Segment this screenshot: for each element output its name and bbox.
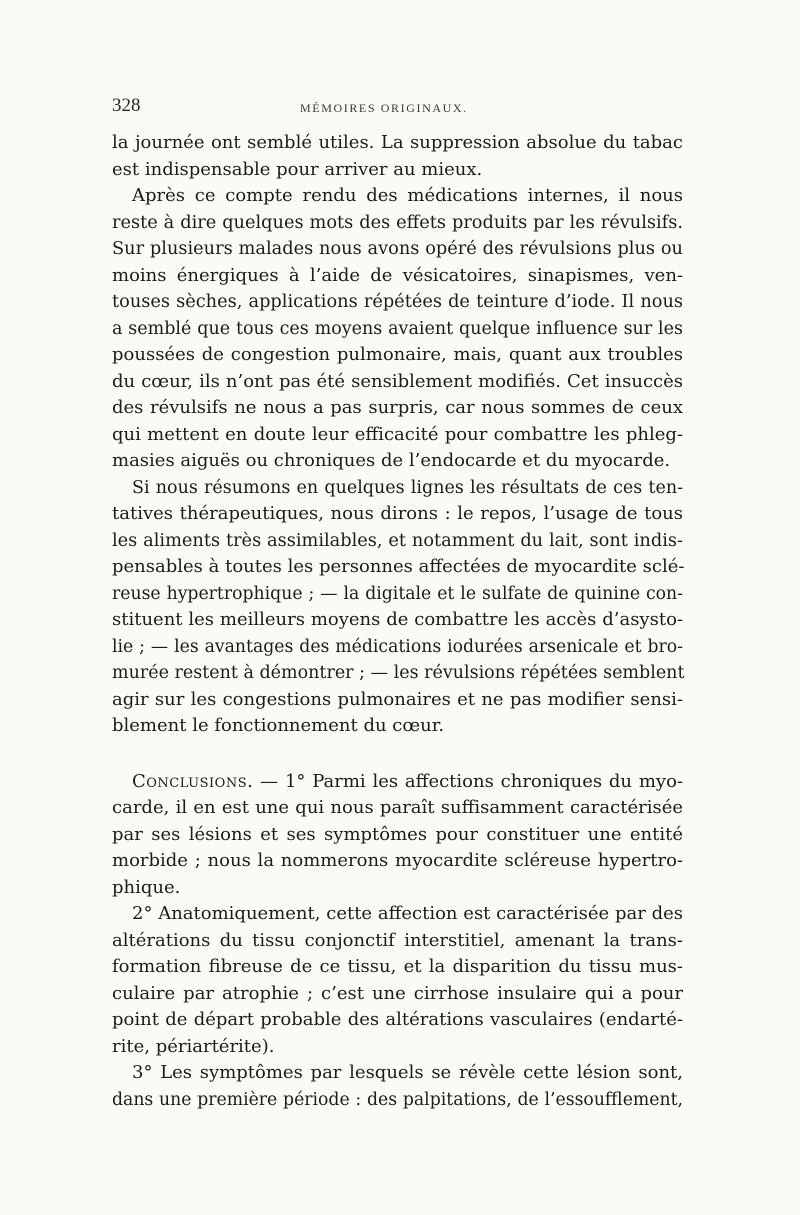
text-line: par ses lésions et ses symptômes pour constituer une entité	[112, 823, 683, 845]
section-spacer	[112, 740, 683, 769]
text-line: murée restent à démontrer ; — les révulsions répétées semblent	[112, 663, 685, 683]
text-line: a semblé que tous ces moyens avaient quelque influence sur les	[112, 318, 683, 339]
text-line: moins énergiques à l’aide de vésicatoires, sinapismes, ven-	[112, 264, 683, 286]
text-line: Sur plusieurs malades nous avons opéré des révulsions plus ou	[112, 239, 683, 259]
text-line: Si nous résumons en quelques lignes les résultats de ces ten-	[132, 477, 683, 498]
text-line: altérations du tissu conjonctif interstitiel, amenant la trans-	[112, 929, 683, 951]
paragraph	[112, 1060, 683, 1113]
text-line: stituent les meilleurs moyens de combattre les accès d’asysto-	[112, 609, 683, 630]
conclusions-paragraph	[112, 769, 683, 902]
paragraph	[112, 475, 683, 740]
text-line: carde, il en est une qui nous paraît suffisamment caractérisée	[112, 797, 683, 818]
text-line: pensables à toutes les personnes affectées de myocardite sclé-	[112, 556, 685, 577]
text-line: reste à dire quelques mots des effets produits par les révulsifs.	[112, 212, 683, 233]
text-line: est indispensable pour arriver au mieux.	[112, 158, 483, 180]
body-text	[112, 130, 683, 1113]
text-line: dans une première période : des palpitations, de l’essoufflement,	[112, 1089, 683, 1110]
text-line: des révulsifs ne nous a pas surpris, car nous sommes de ceux	[112, 397, 683, 418]
text-line: reuse hypertrophique ; — la digitale et le sulfate de quinine con-	[112, 583, 683, 604]
text-line: morbide ; nous la nommerons myocardite scléreuse hypertro-	[112, 850, 683, 871]
text-line: formation fibreuse de ce tissu, et la disparition du tissu mus-	[112, 956, 683, 977]
text-line: agir sur les congestions pulmonaires et ne pas modifier sensi-	[112, 688, 683, 710]
text-line: 2° Anatomiquement, cette affection est caractérisée par des	[132, 903, 683, 924]
text-line: masies aiguës ou chroniques de l’endocarde et du myocarde.	[112, 450, 671, 471]
paragraph	[112, 183, 683, 475]
paragraph	[112, 130, 683, 183]
paragraph	[112, 901, 683, 1060]
text-line: phique.	[112, 876, 181, 898]
text-line: qui mettent en doute leur efficacité pour combattre les phleg-	[112, 423, 683, 445]
running-title: MÉMOIRES ORIGINAUX.	[300, 101, 468, 115]
text-line: la journée ont semblé utiles. La suppression absolue du tabac	[112, 132, 683, 153]
text-line: rite, périartérite).	[112, 1035, 275, 1057]
text-line: touses sèches, applications répétées de teinture d’iode. Il nous	[112, 292, 683, 312]
text-line: point de départ probable des altérations vasculaires (endarté-	[112, 1009, 683, 1030]
section-heading: Conclusions.	[132, 770, 254, 792]
text-line: lie ; — les avantages des médications iodurées arsenicale et bro-	[112, 636, 683, 657]
text-line: Après ce compte rendu des médications internes, il nous	[132, 185, 683, 206]
text-line: 3° Les symptômes par lesquels se révèle cette lésion sont,	[132, 1062, 683, 1083]
text-run: — 1° Parmi les affections chroniques du myo-	[253, 770, 683, 792]
text-line: poussées de congestion pulmonaire, mais, quant aux troubles	[112, 344, 683, 365]
text-line: les aliments très assimilables, et notamment du lait, sont indis-	[112, 530, 683, 551]
text-line	[112, 769, 683, 796]
text-line: blement le fonctionnement du cœur.	[112, 715, 445, 736]
text-line: du cœur, ils n’ont pas été sensiblement modifiés. Cet insuccès	[112, 370, 683, 392]
text-line: culaire par atrophie ; c’est une cirrhose insulaire qui a pour	[112, 982, 683, 1004]
page-number: 328	[112, 95, 141, 116]
text-line: tatives thérapeutiques, nous dirons : le repos, l’usage de tous	[112, 503, 683, 524]
